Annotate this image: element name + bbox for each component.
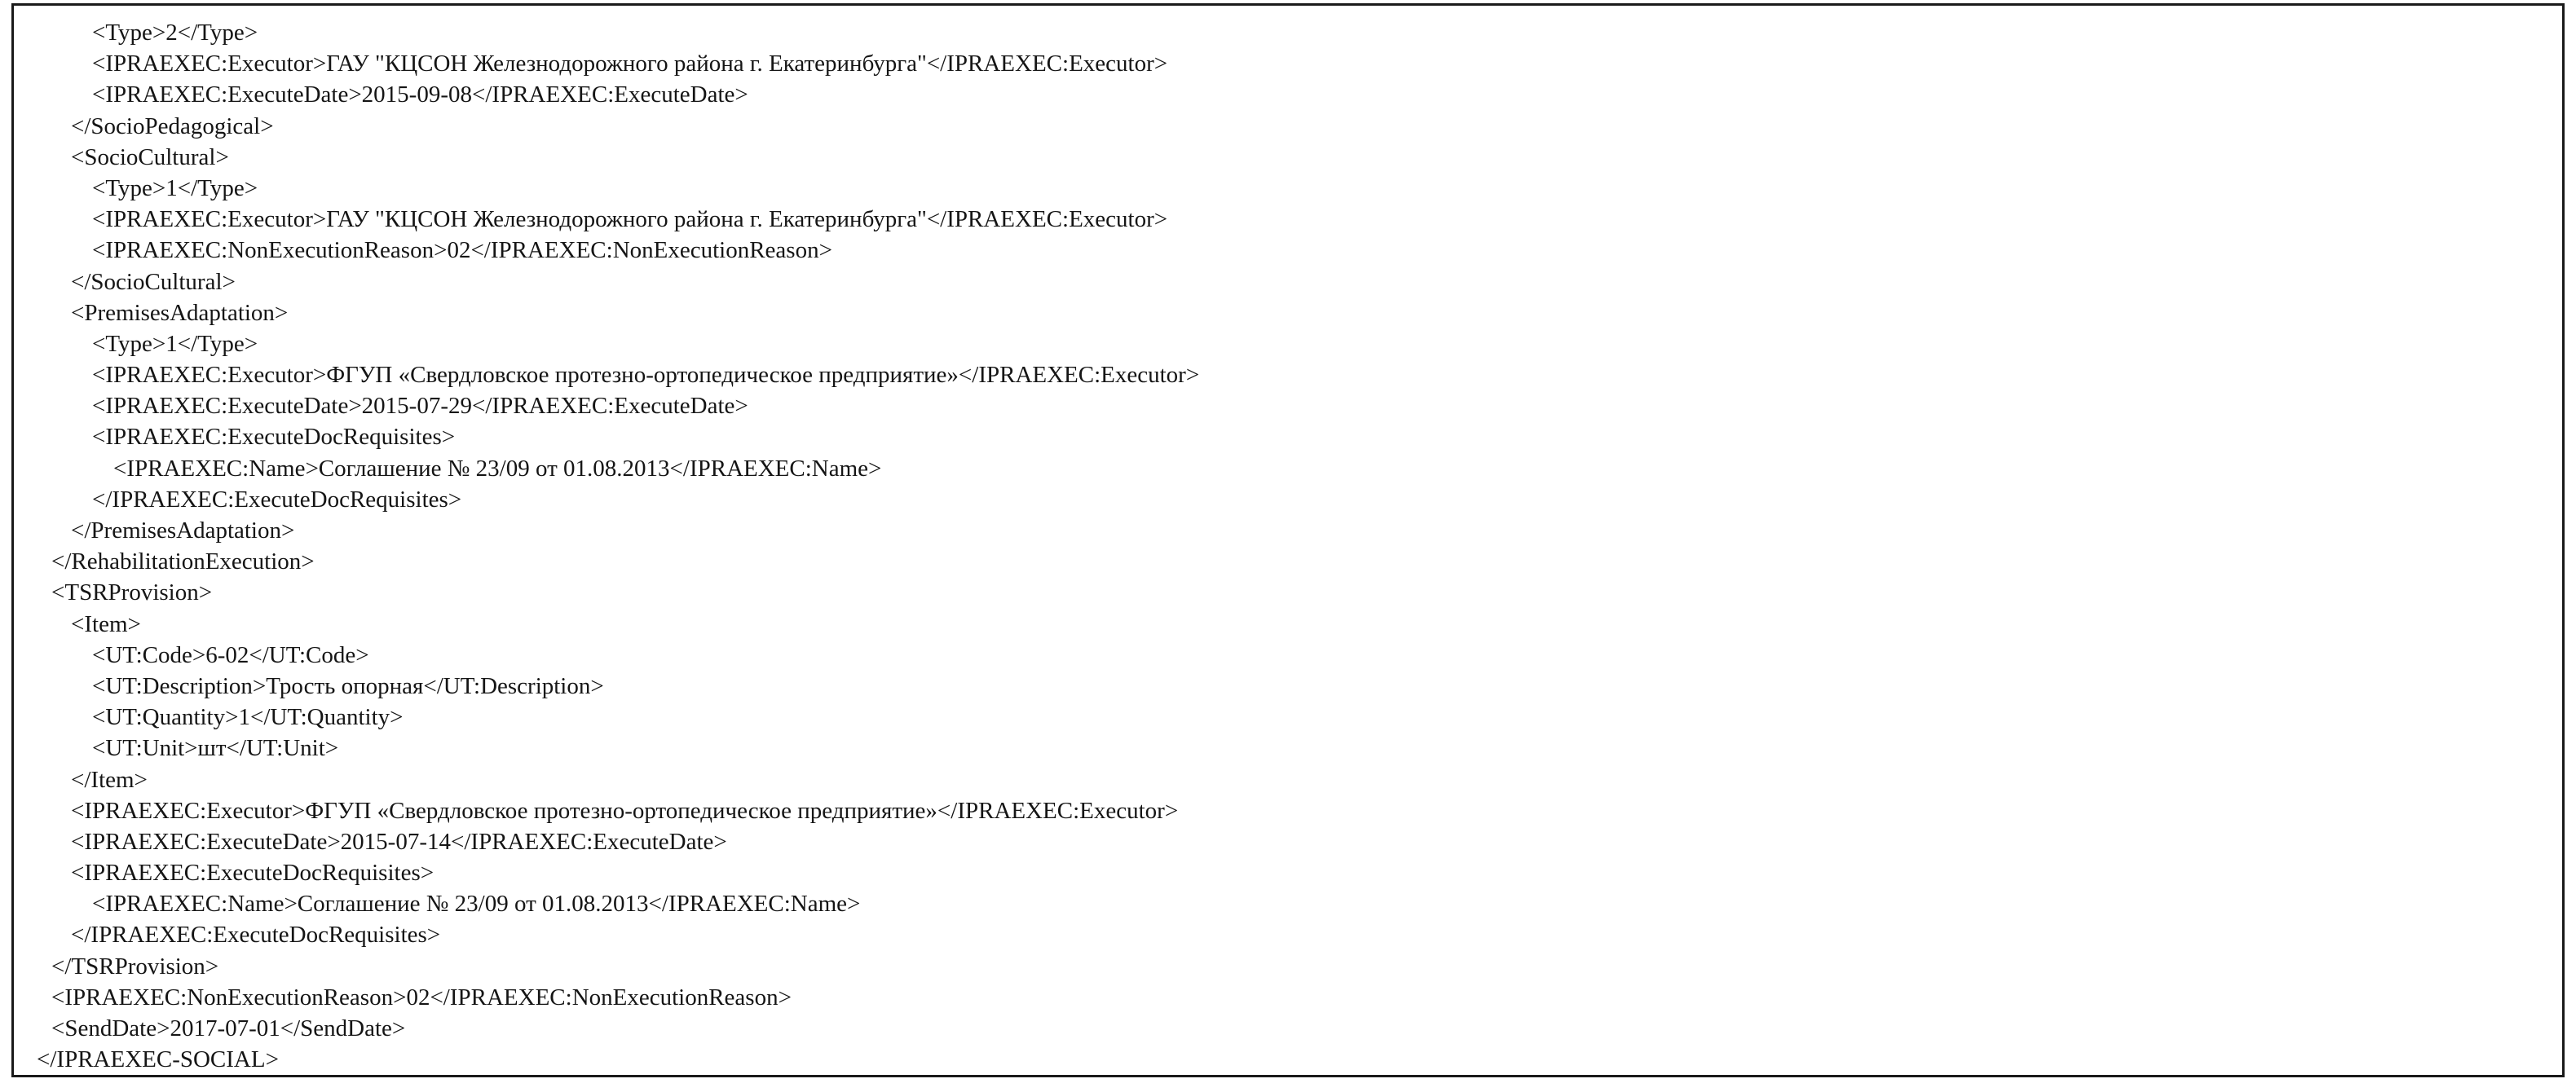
xml-line: <SendDate>2017-07-01</SendDate>	[51, 1015, 406, 1041]
xml-line: </SocioPedagogical>	[71, 112, 274, 139]
xml-line: </Item>	[71, 766, 148, 793]
xml-line: <IPRAEXEC:NonExecutionReason>02</IPRAEXEC:NonExecutionReason>	[51, 984, 792, 1011]
xml-line: <IPRAEXEC:Executor>ГАУ "КЦСОН Железнодорожного района г. Екатеринбурга"</IPRAEXEC:Executor>	[92, 51, 1168, 77]
xml-line: </TSRProvision>	[51, 953, 219, 980]
document-frame	[11, 3, 2565, 1077]
xml-line: </PremisesAdaptation>	[71, 517, 295, 544]
xml-line: <IPRAEXEC:Executor>ФГУП «Свердловское протезно-ортопедическое предприятие»</IPRAEXEC:Executor>	[71, 797, 1179, 824]
xml-line: <IPRAEXEC:Executor>ФГУП «Свердловское протезно-ортопедическое предприятие»</IPRAEXEC:Executor>	[92, 362, 1200, 389]
xml-line: <IPRAEXEC:ExecuteDocRequisites>	[71, 860, 434, 887]
xml-line: <UT:Unit>шт</UT:Unit>	[92, 735, 339, 762]
xml-line: </IPRAEXEC:ExecuteDocRequisites>	[92, 486, 462, 513]
xml-line: <UT:Code>6-02</UT:Code>	[92, 641, 369, 668]
xml-line: <IPRAEXEC:ExecuteDate>2015-07-29</IPRAEXEC:ExecuteDate>	[92, 393, 748, 420]
xml-line: <UT:Description>Трость опорная</UT:Description>	[92, 672, 604, 699]
xml-line: <IPRAEXEC:ExecuteDate>2015-07-14</IPRAEXEC:ExecuteDate>	[71, 828, 727, 855]
xml-line: <Type>2</Type>	[92, 20, 258, 46]
xml-line: <IPRAEXEC:ExecuteDate>2015-09-08</IPRAEXEC:ExecuteDate>	[92, 81, 748, 108]
xml-line: <PremisesAdaptation>	[71, 299, 289, 326]
xml-line: </IPRAEXEC-SOCIAL>	[37, 1046, 279, 1073]
xml-line: <IPRAEXEC:Executor>ГАУ "КЦСОН Железнодорожного района г. Екатеринбурга"</IPRAEXEC:Executor>	[92, 206, 1168, 233]
xml-line: <IPRAEXEC:NonExecutionReason>02</IPRAEXEC:NonExecutionReason>	[92, 237, 832, 264]
xml-line: <Item>	[71, 610, 141, 637]
xml-line: <IPRAEXEC:ExecuteDocRequisites>	[92, 424, 456, 451]
xml-line: <Type>1</Type>	[92, 174, 258, 201]
xml-line: <UT:Quantity>1</UT:Quantity>	[92, 704, 404, 731]
xml-line: </SocioCultural>	[71, 268, 236, 295]
xml-line: </RehabilitationExecution>	[51, 548, 315, 575]
xml-line: <SocioCultural>	[71, 143, 229, 170]
xml-line: <IPRAEXEC:Name>Соглашение № 23/09 от 01.08.2013</IPRAEXEC:Name>	[92, 891, 861, 918]
xml-line: <Type>1</Type>	[92, 330, 258, 357]
xml-line: <TSRProvision>	[51, 579, 213, 606]
xml-line: </IPRAEXEC:ExecuteDocRequisites>	[71, 922, 441, 949]
xml-line: <IPRAEXEC:Name>Соглашение № 23/09 от 01.08.2013</IPRAEXEC:Name>	[113, 455, 882, 482]
xml-listing	[14, 17, 1199, 1075]
